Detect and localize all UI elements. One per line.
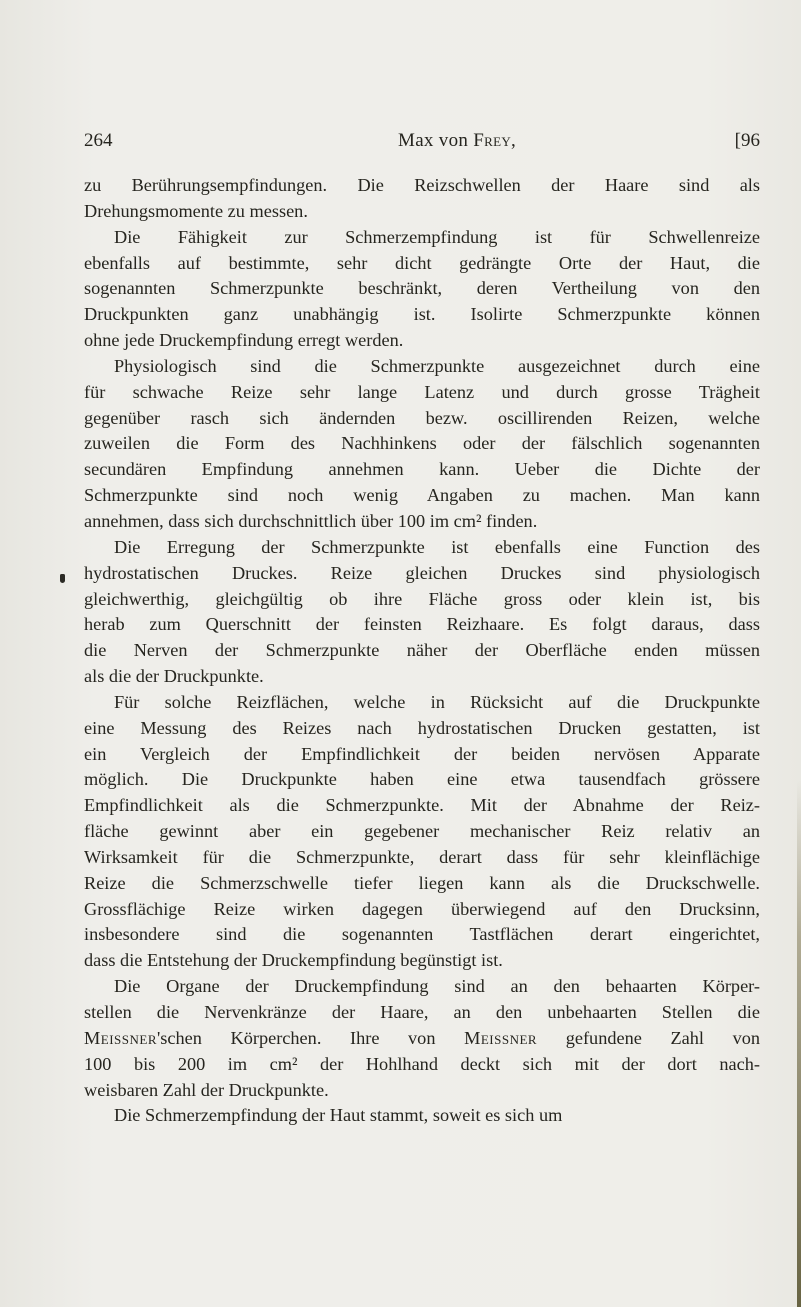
text-line: Die Organe der Druckempfindung sind an den behaarten Körper- [114, 976, 760, 997]
text-line: Reize die Schmerzschwelle tiefer liegen kann als die Druckschwelle. [84, 872, 760, 893]
text-line: Physiologisch sind die Schmerzpunkte ausgezeichnet durch eine [114, 355, 760, 376]
running-title [398, 130, 516, 152]
text-line: für schwache Reize sehr lange Latenz und durch grosse Trägheit [84, 381, 760, 402]
text-line: Wirksamkeit für die Schmerzpunkte, derart dass für sehr kleinflächige [84, 846, 760, 867]
text-line: insbesondere sind die sogenannten Tastflächen derart eingerichtet, [84, 924, 760, 945]
text-line: als die der Druckpunkte. [84, 666, 264, 687]
text-line: möglich. Die Druckpunkte haben eine etwa tausendfach grössere [84, 769, 760, 790]
text-line: Druckpunkten ganz unabhängig ist. Isolirte Schmerzpunkte können [84, 304, 760, 325]
text-line: 100 bis 200 im cm² der Hohlhand deckt sich mit der dort nach- [84, 1053, 760, 1074]
text-line: fläche gewinnt aber ein gegebener mechanischer Reiz relativ an [84, 821, 760, 842]
text-line: dass die Entstehung der Druckempfindung begünstigt ist. [84, 950, 503, 971]
text-line: Grossflächige Reize wirken dagegen überwiegend auf den Drucksinn, [84, 898, 760, 919]
text-line: weisbaren Zahl der Druckpunkte. [84, 1079, 329, 1100]
text-line: Die Fähigkeit zur Schmerzempfindung ist für Schwellenreize [114, 226, 760, 247]
text-line: die Nerven der Schmerzpunkte näher der Oberfläche enden müssen [84, 640, 760, 661]
text-line: gegenüber rasch sich ändernden bezw. oscillirenden Reizen, welche [84, 407, 760, 428]
text-line: eine Messung des Reizes nach hydrostatischen Drucken gestatten, ist [84, 717, 760, 738]
text-line: herab zum Querschnitt der feinsten Reizhaare. Es folgt daraus, dass [84, 614, 760, 635]
text-line: zu Berührungsempfindungen. Die Reizschwellen der Haare sind als [84, 175, 760, 195]
page-edge-shadow [797, 780, 801, 1307]
text-line: Die Erregung der Schmerzpunkte ist ebenfalls eine Function des [114, 536, 760, 557]
text-line: ohne jede Druckempfindung erregt werden. [84, 330, 404, 351]
text-line: Schmerzpunkte sind noch wenig Angaben zu machen. Man kann [84, 485, 760, 506]
body-text [84, 173, 760, 1129]
text-line: stellen die Nervenkränze der Haare, an den unbehaarten Stellen die [84, 1002, 760, 1022]
page-number: 264 [84, 130, 113, 151]
author-first: Max von [398, 130, 469, 151]
text-line: secundären Empfindung annehmen kann. Ueber die Dichte der [84, 459, 760, 480]
text-line: hydrostatischen Druckes. Reize gleichen Druckes sind physiologisch [84, 562, 760, 583]
text-line: sogenannten Schmerzpunkte beschränkt, deren Vertheilung von den [84, 278, 760, 299]
section-mark: [96 [734, 130, 760, 151]
text-line: Drehungsmomente zu messen. [84, 200, 308, 221]
text-line: Meissner'schen Körperchen. Ihre von Meissner gefundene Zahl von [84, 1027, 760, 1048]
text-line: gleichwerthig, gleichgültig ob ihre Fläche gross oder klein ist, bis [84, 588, 760, 609]
running-header [84, 130, 760, 154]
text-line: zuweilen die Form des Nachhinkens oder der fälschlich sogenannten [84, 433, 760, 454]
text-line: ein Vergleich der Empfindlichkeit der beiden nervösen Apparate [84, 743, 760, 764]
text-line: Die Schmerzempfindung der Haut stammt, soweit es sich um [114, 1105, 563, 1126]
text-line: annehmen, dass sich durchschnittlich über 100 im cm² finden. [84, 510, 538, 531]
author-name-smallcaps: Meissner [464, 1027, 538, 1048]
text-line: Empfindlichkeit als die Schmerzpunkte. Mit der Abnahme der Reiz- [84, 795, 760, 816]
margin-mark [60, 574, 65, 583]
text-line: ebenfalls auf bestimmte, sehr dicht gedrängte Orte der Haut, die [84, 252, 760, 273]
text-line: Für solche Reizflächen, welche in Rücksicht auf die Druckpunkte [114, 691, 760, 712]
author-last: Frey, [473, 130, 517, 151]
author-name-smallcaps: Meissner [84, 1027, 157, 1048]
